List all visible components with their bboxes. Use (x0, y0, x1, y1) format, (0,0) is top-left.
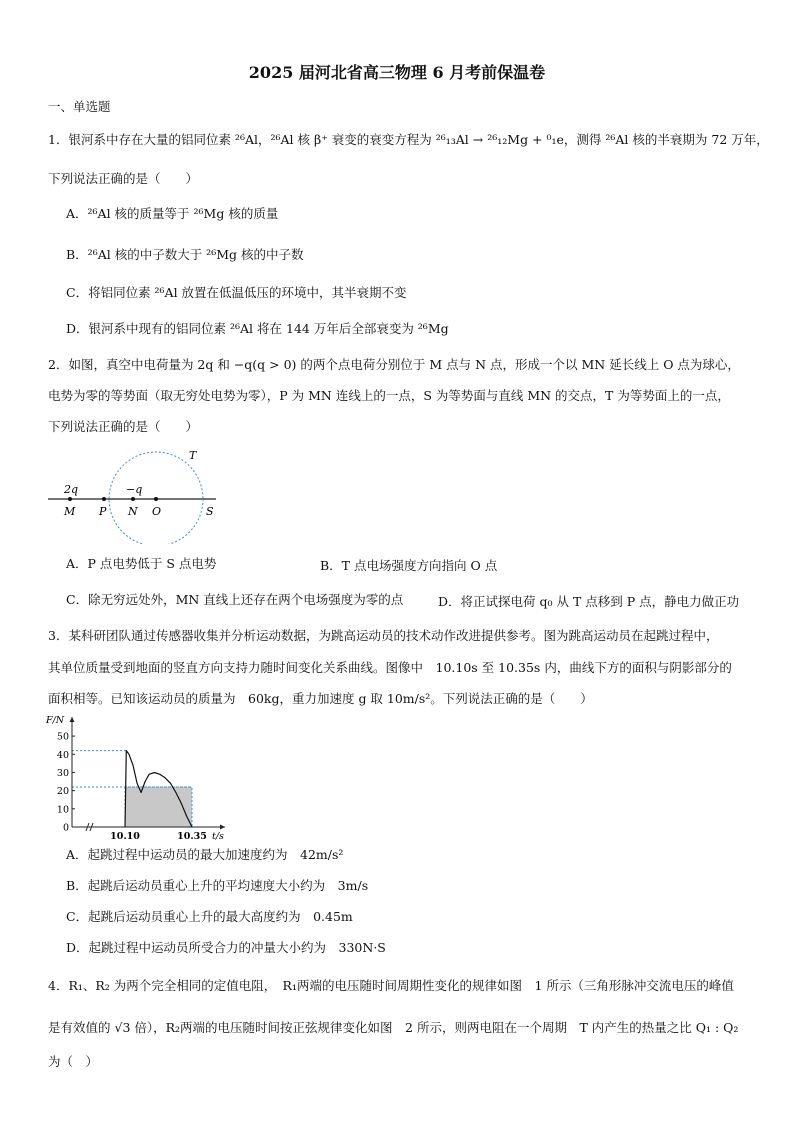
q1-option-c: C．将铝同位素 ²⁶Al 放置在低温低压的环境中，其半衰期不变 (66, 285, 407, 300)
q2-option-d: D．将正试探电荷 q₀ 从 T 点移到 P 点，静电力做正功 (438, 594, 740, 609)
q2-option-a: A．P 点电势低于 S 点电势 (66, 556, 217, 571)
q3-option-d: D．起跳过程中运动员所受合力的冲量大小约为 330N·S (66, 940, 386, 955)
q2-option-b: B．T 点电场强度方向指向 O 点 (320, 558, 498, 573)
y-tick-label-50: 50 (56, 731, 69, 743)
q2-figure (44, 444, 224, 544)
y-tick-label-0: 0 (62, 822, 69, 834)
q1-option-b: B．²⁶Al 核的中子数大于 ²⁶Mg 核的中子数 (66, 247, 304, 262)
point-m-dot (68, 497, 72, 501)
q1-stem-line2: 下列说法正确的是（ ） (48, 171, 199, 186)
q4-stem-line1: 4．R₁、R₂ 为两个完全相同的定值电阻， R₁两端的电压随时间周期性变化的规律如图 1 所示（三角形脉冲交流电压的峰值 (48, 978, 734, 993)
q2-stem-line2: 电势为零的等势面（取无穷处电势为零），P 为 MN 连线上的一点，S 为等势面与直线 MN 的交点，T 为等势面上的一点， (48, 388, 730, 403)
x-tick-label-10.35: 10.35 (177, 831, 207, 842)
label-p: P (99, 505, 107, 518)
x-axis-label: t/s (212, 831, 224, 842)
q3-option-a: A．起跳过程中运动员的最大加速度约为 42m/s² (66, 847, 344, 862)
point-p-dot (102, 497, 106, 501)
q1-stem-line1: 1．银河系中存在大量的铝同位素 ²⁶Al，²⁶Al 核 β⁺ 衰变的衰变方程为 ²⁶₁₃Al → ²⁶₁₂Mg + ⁰₁e，测得 ²⁶Al 核的半衰期为 72 万年， (48, 132, 769, 147)
q3-stem-line2: 其单位质量受到地面的竖直方向支持力随时间变化关系曲线。图像中 10.10s 至 10.35s 内，曲线下方的面积与阴影部分的 (48, 660, 732, 675)
q1-option-a: A．²⁶Al 核的质量等于 ²⁶Mg 核的质量 (66, 206, 279, 221)
label-o: O (152, 505, 162, 518)
label-t: T (189, 449, 197, 462)
x-tick-label-10.10: 10.10 (110, 831, 140, 842)
y-tick-label-30: 30 (56, 767, 69, 779)
q4-stem-line3: 为（ ） (48, 1054, 99, 1069)
q3-stem-line1: 3．某科研团队通过传感器收集并分析运动数据，为跳高运动员的技术动作改进提供参考。图为跳高运动员在起跳过程中， (48, 628, 719, 643)
q2-option-c: C．除无穷远处外，MN 直线上还存在两个电场强度为零的点 (66, 592, 404, 607)
point-n-dot (131, 497, 135, 501)
shaded-area (125, 787, 192, 827)
y-tick-label-20: 20 (56, 786, 69, 798)
x-axis-arrow (220, 825, 225, 830)
q3-force-chart (42, 713, 232, 843)
q3-stem-line3: 面积相等。已知该运动员的质量为 60kg，重力加速度 g 取 10m/s²。下列说法正确的是（ ） (48, 691, 593, 706)
q2-stem-line3: 下列说法正确的是（ ） (48, 419, 199, 434)
label-charge-n: −q (126, 483, 143, 496)
y-axis-label: F/N (46, 715, 65, 726)
q3-option-b: B．起跳后运动员重心上升的平均速度大小约为 3m/s (66, 878, 369, 893)
q1-option-d: D．银河系中现有的铝同位素 ²⁶Al 将在 144 万年后全部衰变为 ²⁶Mg (66, 321, 449, 336)
label-charge-m: 2q (64, 483, 79, 496)
point-o-dot (154, 497, 158, 501)
label-n: N (128, 505, 138, 518)
label-m: M (64, 505, 76, 518)
q2-stem-line1: 2．如图，真空中电荷量为 2q 和 −q(q > 0) 的两个点电荷分别位于 M 点与 N 点，形成一个以 MN 延长线上 O 点为球心， (48, 357, 740, 372)
q4-stem-line2: 是有效值的 √3 倍），R₂两端的电压随时间按正弦规律变化如图 2 所示，则两电阻在一个周期 T 内产生的热量之比 Q₁ : Q₂ (48, 1020, 739, 1035)
y-tick-label-10: 10 (56, 804, 69, 816)
label-s: S (206, 505, 214, 518)
y-axis-arrow (70, 717, 75, 722)
page-title: 2025 届河北省高三物理 6 月考前保温卷 (248, 63, 546, 82)
q3-option-c: C．起跳后运动员重心上升的最大高度约为 0.45m (66, 909, 353, 924)
section-heading: 一、单选题 (48, 99, 111, 114)
y-tick-label-40: 40 (56, 749, 69, 761)
